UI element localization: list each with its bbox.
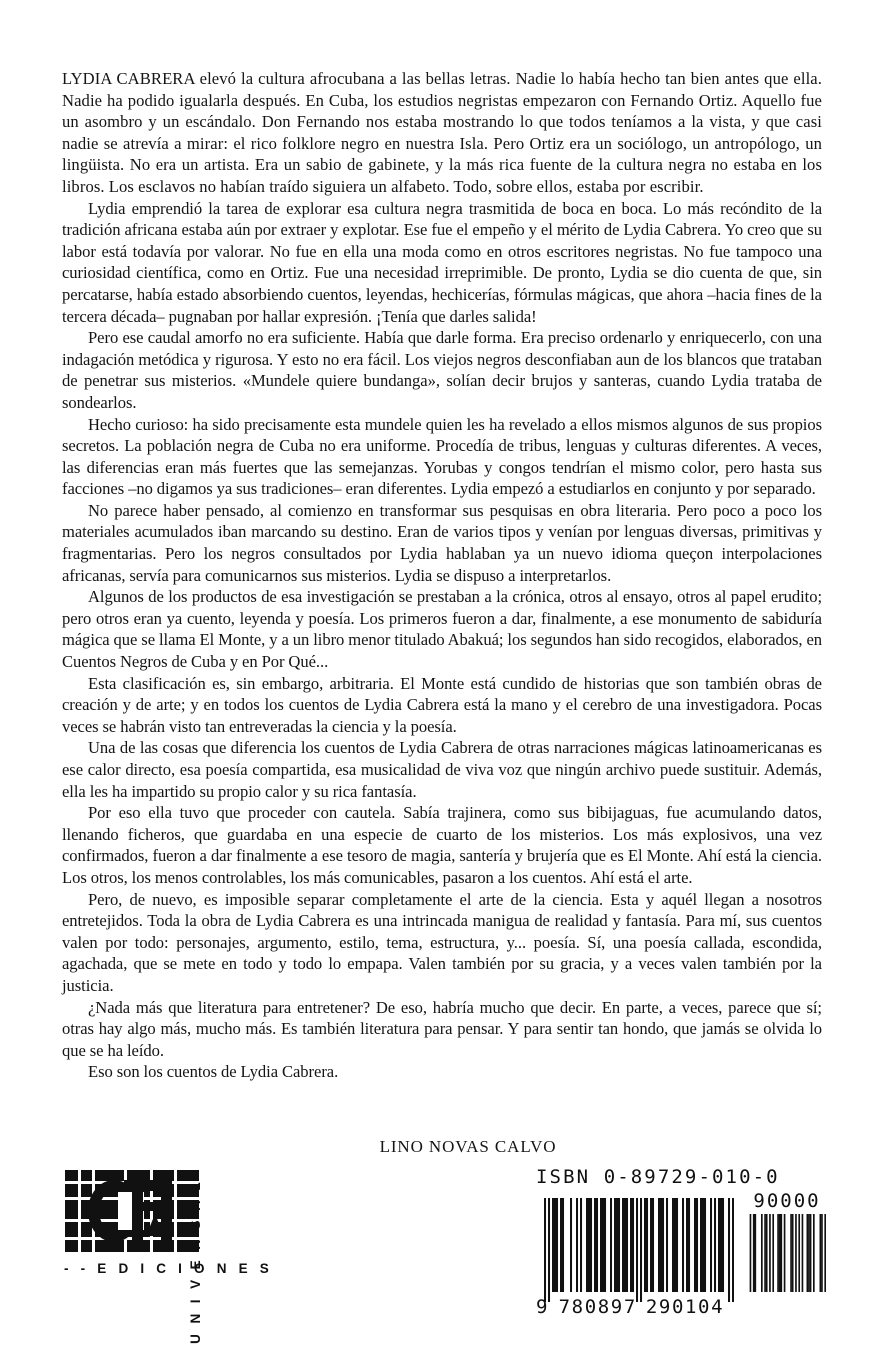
lead-in-author-name: LYDIA CABRERA elevó la cultura afrocubana a las bellas letras. Nadie lo había hecho tan bien antes que ella. Nadie ha podido igualarla después. En Cuba, los estudios negristas empezaron con Fernando Ortiz. Aquello fue un asombro y un escándalo. Don Fernando nos estaba mostrando lo que todos teníamos a la vista, y que casi nadie se atrevía a mirar: el rico folklore negro en nuestra Isla. Pero Ortiz era un sociólogo, un antropólogo, un lingüista. No era un artista. Era un sabio de gabinete, y la más rica fuente de la cultura negra no estaba en los libros. Los esclavos no habían traído siguiera un alfabeto. Todo, sobre ellos, estaba por escribir.: [62, 69, 822, 196]
logo-letter-a-counter: [146, 1214, 164, 1236]
paragraph: Por eso ella tuvo que proceder con cautela. Sabía trajinera, como sus bibijaguas, fue acumulando datos, llenando ficheros, que guardaba en una especie de cuarto de los misterios. Los más explosivos, una vez confirmados, fueron a dar finalmente a ese tesoro de magia, santería y brujería que es El Monte. Ahí está la ciencia. Los otros, los menos controlables, los más comunicables, pasaron a los cuentos. Ahí está el arte.: [62, 803, 822, 887]
paragraph: No parece haber pensado, al comienzo en transformar sus pesquisas en obra literaria. Pero poco a poco los materiales acumulados iban marcando su destino. Eran de varios tipos y venían por lenguas diversas, primitivas y fragmentarias. Pero los negros consultados por Lydia hablaban ya un nuevo idioma queçon interpolaciones africanas, servía para comunicarnos sus misterios. Lydia se dispuso a interpretarlos.: [62, 500, 822, 585]
paragraph: Esta clasificación es, sin embargo, arbitraria. El Monte está cundido de historias que son también obras de creación y de arte; y en todos los cuentos de Lydia Cabrera está la mano y el cerebro de una investigadora. Pocas veces se habrán visto tan entreveradas la ciencia y la poesía.: [62, 673, 822, 736]
ean-group-1: 780897: [558, 1296, 637, 1318]
isbn-number: ISBN 0-89729-010-0: [536, 1166, 780, 1188]
paragraph: Eso son los cuentos de Lydia Cabrera.: [88, 1062, 339, 1082]
paragraph: Una de las cosas que diferencia los cuentos de Lydia Cabrera de otras narraciones mágicas latinoamericanas es ese calor directo, esa poesía compartida, esa musicalidad de viva voz que ningún archivo puede sustituir. Además, ella les ha impartido su propio calor y su rica fantasía.: [62, 738, 822, 801]
ean5-bars-icon: [748, 1214, 826, 1292]
paragraph: Algunos de los productos de esa investigación se prestaban a la crónica, otros al ensayo, otros al papel erudito; pero otros eran ya cuento, leyenda y poesía. Los primeros fueron a dar, finalmente, a ese monumento de sabiduría mágica que se llama El Monte, y a un libro menor titulado Abakuá; los segundos han sido recogidos, elaborados, en Cuentos Negros de Cuba y en Por Qué...: [62, 587, 822, 672]
paragraph: ¿Nada más que literatura para entretener? De eso, habría mucho que decir. En parte, a veces, parece que sí; otras hay algo más, mucho más. Es también literatura para pensar. Y para sentir tan hondo, que jamás se olvida lo que se ha leído.: [62, 997, 822, 1060]
publisher-name-ediciones: - - E D I C I O N E S: [64, 1261, 273, 1276]
logo-gridline: [174, 1167, 177, 1255]
ean-lead-digit: 9: [536, 1296, 549, 1318]
logo-letter-a-leg-left: [132, 1180, 143, 1242]
ean13-bars-icon: [544, 1198, 734, 1302]
publisher-logo-mark-icon: [62, 1167, 202, 1255]
paragraph: [62, 68, 822, 198]
barcode-area: [536, 1192, 832, 1318]
barcode-addon-digits: 90000: [753, 1190, 821, 1212]
ean13-digits: [536, 1296, 742, 1318]
logo-letter-a-crossbar: [132, 1202, 172, 1211]
paragraph: Pero ese caudal amorfo no era suficiente. Había que darle forma. Era preciso ordenarlo y enriquecerlo, con una indagación metódica y rigurosa. Y esto no era fácil. Los viejos negros desconfiaban aun de los blancos que trataban de penetrar sus misterios. «Mundele quiere bundanga», solían decir brujos y santeras, cuando Lydia trataba de sondearlos.: [62, 328, 822, 412]
paragraph: Lydia emprendió la tarea de explorar esa cultura negra trasmitida de boca en boca. Lo más recóndito de la tradición africana estaba aún por extraer y explotar. Ese fue el empeño y el mérito de Lydia Cabrera. Yo creo que su labor está todavía por valorar. No fue en ella una moda como en otros escritores negristas. No fue tampoco una curiosidad científica, como en Ortiz. Fue una necesidad irreprimible. De pronto, Lydia se dio cuenta de que, sin percatarse, había estado absorbiendo cuentos, leyendas, hechicerías, fórmulas mágicas, que ahora –hacia fines de la tercera década– pugnaban por hallar expresión. ¡Tenía que darles salida!: [62, 198, 822, 326]
logo-ca-monogram-icon: [88, 1180, 172, 1242]
byline-author: LINO NOVAS CALVO: [379, 1137, 557, 1156]
paragraph: Hecho curioso: ha sido precisamente esta mundele quien les ha revelado a ellos mismos algunos de sus propios secretos. La población negra de Cuba no era uniforme. Procedía de tribus, lenguas y culturas diferentes. A veces, las diferencias eran más fuertes que las semejanzas. Yorubas y congos tendrían el mismo color, pero hasta sus facciones –no digamos ya sus tradiciones– eran diferentes. Lydia empezó a estudiarlos en conjunto y por separado.: [62, 414, 822, 499]
ean13-barcode: [544, 1198, 734, 1302]
blurb-text-block: [62, 68, 822, 1083]
publisher-logo: [62, 1167, 273, 1344]
publisher-name-universal: U N I V E R S A L: [188, 1179, 203, 1344]
logo-gridline: [78, 1167, 81, 1255]
isbn-barcode-block: [536, 1166, 832, 1318]
paragraph: Pero, de nuevo, es imposible separar completamente el arte de la ciencia. Esta y aquél llegan a nosotros entretejidos. Toda la obra de Lydia Cabrera es una intrincada manigua de realidad y fantasía. Para mí, sus cuentos valen por todo: personajes, argumento, estilo, tema, estructura, y... poesía. Sí, una poesía callada, escondida, agachada, que se mete en todo y todo lo empapa. Valen también por su gracia, y a veces valen también por la justicia.: [62, 889, 822, 995]
ean-group-2: 290104: [645, 1296, 725, 1318]
ean5-addon-barcode: [748, 1214, 826, 1292]
